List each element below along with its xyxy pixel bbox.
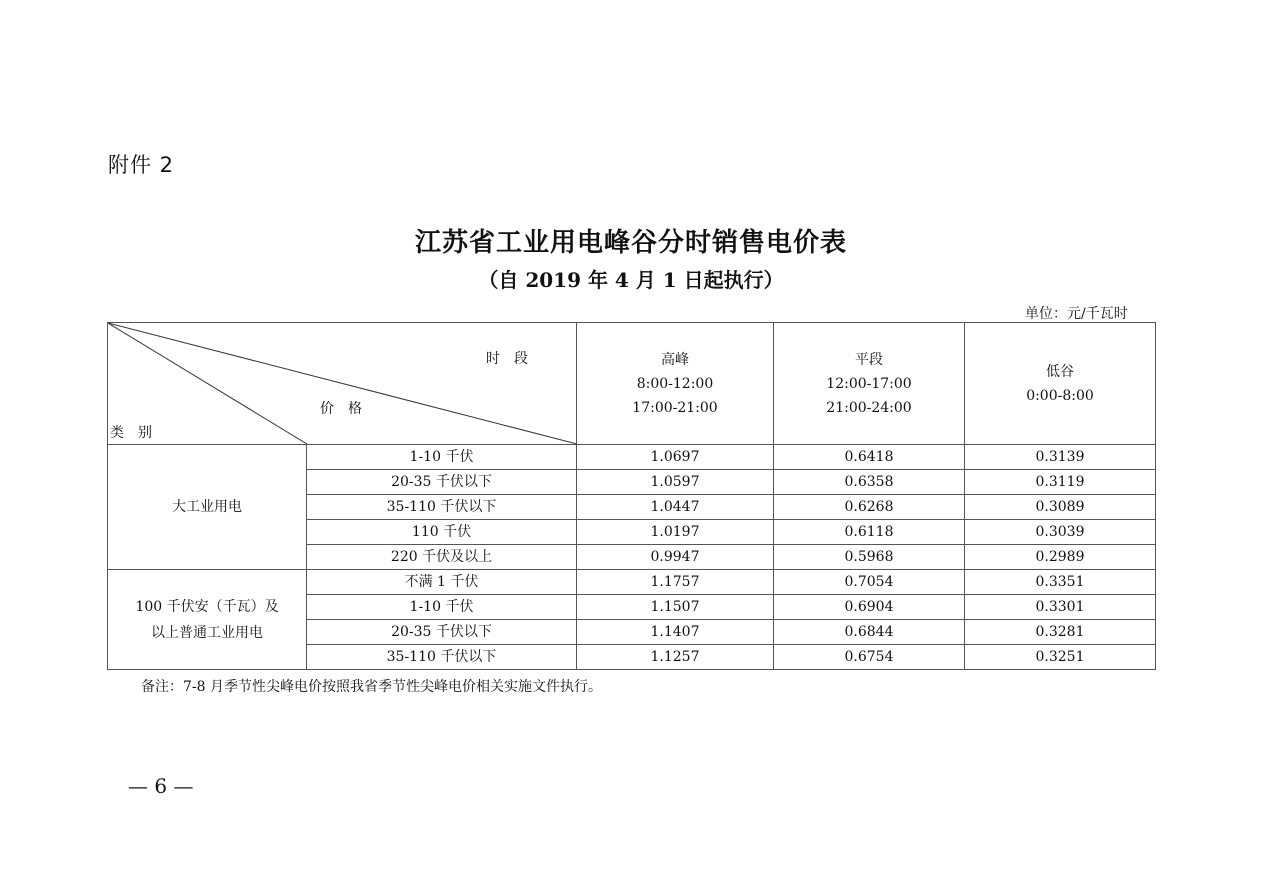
peak-price-cell: 1.0447 [577,495,774,520]
price-table [107,322,1156,670]
corner-price-label: 价 格 [320,401,362,417]
flat-price-cell: 0.6118 [774,520,965,545]
flat-price-cell: 0.6754 [774,645,965,670]
table-row [108,570,1156,595]
peak-price-cell: 1.0597 [577,470,774,495]
peak-header-time-2: 17:00-21:00 [632,399,718,416]
peak-header-time-1: 8:00-12:00 [636,375,714,392]
flat-price-cell: 0.6358 [774,470,965,495]
table-note: 备注：7-8 月季节性尖峰电价按照我省季节性尖峰电价相关实施文件执行。 [141,679,602,695]
voltage-cell: 35-110 千伏以下 [307,645,577,670]
valley-price-cell: 0.3351 [965,570,1156,595]
voltage-cell: 35-110 千伏以下 [307,495,577,520]
unit-label: 单位：元/千瓦时 [1025,306,1128,322]
peak-price-cell: 1.1257 [577,645,774,670]
corner-time-label: 时 段 [486,351,528,367]
peak-price-cell: 1.1757 [577,570,774,595]
flat-price-cell: 0.6844 [774,620,965,645]
flat-header-time-2: 21:00-24:00 [826,399,912,416]
peak-price-cell: 1.1507 [577,595,774,620]
valley-price-cell: 0.3281 [965,620,1156,645]
valley-price-cell: 0.3251 [965,645,1156,670]
peak-price-cell: 1.0697 [577,445,774,470]
header-row [108,323,1156,445]
table-row [108,445,1156,470]
voltage-cell: 不满 1 千伏 [307,570,577,595]
valley-price-cell: 0.3039 [965,520,1156,545]
voltage-cell: 1-10 千伏 [307,595,577,620]
flat-header-time-1: 12:00-17:00 [826,375,912,392]
valley-header-name: 低谷 [1046,363,1074,380]
document-subtitle: （自 2019 年 4 月 1 日起执行） [478,268,784,292]
diagonal-lines [108,323,577,444]
valley-price-cell: 0.3119 [965,470,1156,495]
valley-header-cell [965,323,1156,445]
group-label-cell [108,570,307,670]
flat-price-cell: 0.6418 [774,445,965,470]
document-title: 江苏省工业用电峰谷分时销售电价表 [414,228,847,258]
voltage-cell: 220 千伏及以上 [307,545,577,570]
peak-header-name: 高峰 [661,351,689,368]
voltage-cell: 20-35 千伏以下 [307,620,577,645]
peak-price-cell: 1.0197 [577,520,774,545]
voltage-cell: 20-35 千伏以下 [307,470,577,495]
page-number: — 6 — [128,774,194,798]
valley-price-cell: 0.3089 [965,495,1156,520]
flat-price-cell: 0.5968 [774,545,965,570]
group-label-line-1: 100 千伏安（千瓦）及 [135,598,279,615]
valley-header-time-1: 0:00-8:00 [1026,387,1094,404]
flat-header-cell [774,323,965,445]
flat-price-cell: 0.7054 [774,570,965,595]
corner-category-label: 类 别 [110,425,152,441]
valley-price-cell: 0.2989 [965,545,1156,570]
flat-price-cell: 0.6904 [774,595,965,620]
corner-header-cell [108,323,577,445]
voltage-cell: 1-10 千伏 [307,445,577,470]
attachment-label: 附件 2 [108,153,175,177]
peak-header-cell [577,323,774,445]
valley-price-cell: 0.3301 [965,595,1156,620]
valley-price-cell: 0.3139 [965,445,1156,470]
peak-price-cell: 1.1407 [577,620,774,645]
flat-header-name: 平段 [855,351,883,368]
group-label-cell [108,445,307,570]
group-label: 大工业用电 [172,499,242,515]
flat-price-cell: 0.6268 [774,495,965,520]
voltage-cell: 110 千伏 [307,520,577,545]
group-label-line-2: 以上普通工业用电 [151,624,263,641]
peak-price-cell: 0.9947 [577,545,774,570]
